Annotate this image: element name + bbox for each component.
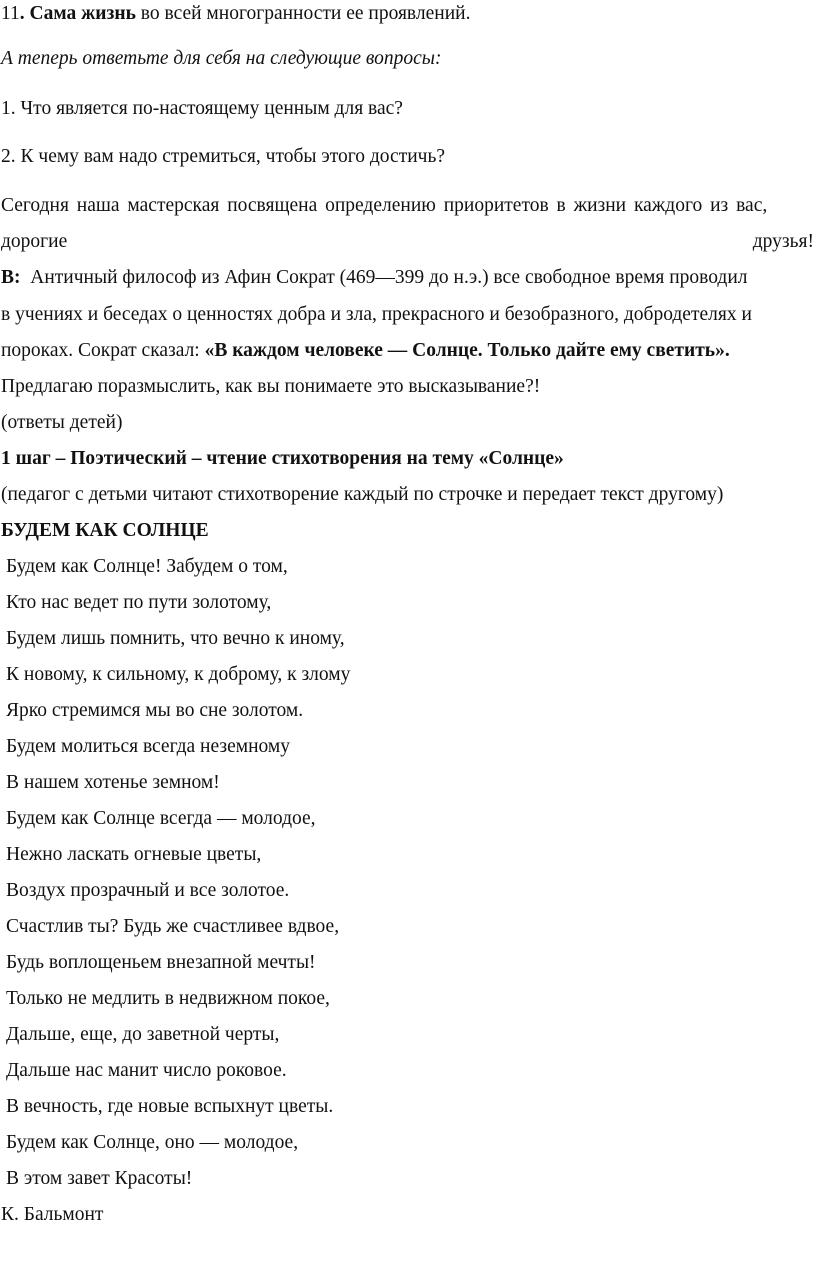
poem-line: Нежно ласкать огневые цветы, [6,844,262,865]
item-11-rest-text: во всей многогранности ее проявлений. [135,3,471,24]
poem-line: Будем лишь помнить, что вечно к иному, [6,628,345,649]
poem-line: Дальше, еще, до заветной черты, [6,1024,280,1045]
poem-title: БУДЕМ КАК СОЛНЦЕ [1,520,209,541]
socrates-quote: «В каждом человеке — Солнце. Только дайте ему светить». [204,340,730,361]
poem-line: Счастлив ты? Будь же счастливее вдвое, [6,916,340,937]
poem-line: Будем как Солнце всегда — молодое, [6,808,316,829]
poem-line: Будем как Солнце! Забудем о том, [6,556,288,577]
poem-author: К. Бальмонт [1,1204,104,1225]
speaker-label: В: [1,267,21,288]
poem-line: Кто нас ведет по пути золотому, [6,592,272,613]
poem-line: Будем как Солнце, оно — молодое, [6,1132,299,1153]
step-1-title: 1 шаг – Поэтический – чтение стихотворения на тему «Солнце» [1,448,564,469]
intro-word-right: друзья! [752,231,814,252]
speaker-line-3 [1,339,730,363]
poem-line: Дальше нас манит число роковое. [6,1060,287,1081]
question-2: 2. К чему вам надо стремиться, чтобы этого достичь? [1,146,446,167]
item-11-number: 11 [1,3,20,24]
intro-word-left: дорогие [1,231,68,252]
intro-line-2 [1,230,814,254]
speaker-line-2: в учениях и беседах о ценностях добра и зла, прекрасного и безобразного, добродетелях и [1,304,752,325]
poem-line: Ярко стремимся мы во сне золотом. [6,700,304,721]
speaker-line-1 [1,266,748,290]
poem-line: Воздух прозрачный и все золотое. [6,880,290,901]
poem-line: В нашем хотенье земном! [6,772,220,793]
poem-line: В вечность, где новые вспыхнут цветы. [6,1096,334,1117]
poem-line: Только не медлить в недвижном покое, [6,988,330,1009]
speaker-line-1-text: Античный философ из Афин Сократ (469—399 до н.э.) все свободное время проводил [30,267,748,288]
poem-line: Будем молиться всегда неземному [6,736,290,757]
poem-line: К новому, к сильному, к доброму, к злому [6,664,351,685]
poem-line: В этом завет Красоты! [6,1168,193,1189]
question-1: 1. Что является по-настоящему ценным для вас? [1,98,403,119]
step-1-note: (педагог с детьми читают стихотворение каждый по строчке и передает текст другому) [1,484,724,505]
intro-line-1-text: Сегодня наша мастерская посвящена определению приоритетов в жизни каждого из вас, [1,195,768,216]
poem-line: Будь воплощеньем внезапной мечты! [6,952,316,973]
item-11-bold-text: . Сама жизнь [19,3,136,24]
questions-prompt: А теперь ответьте для себя на следующие вопросы: [1,48,442,69]
intro-line-1 [1,194,814,218]
item-11-line [1,2,470,26]
children-answers-note: (ответы детей) [1,412,123,433]
reflection-prompt: Предлагаю поразмыслить, как вы понимаете это высказывание?! [1,376,541,397]
speaker-line-3-plain: пороках. Сократ сказал: [1,340,205,361]
